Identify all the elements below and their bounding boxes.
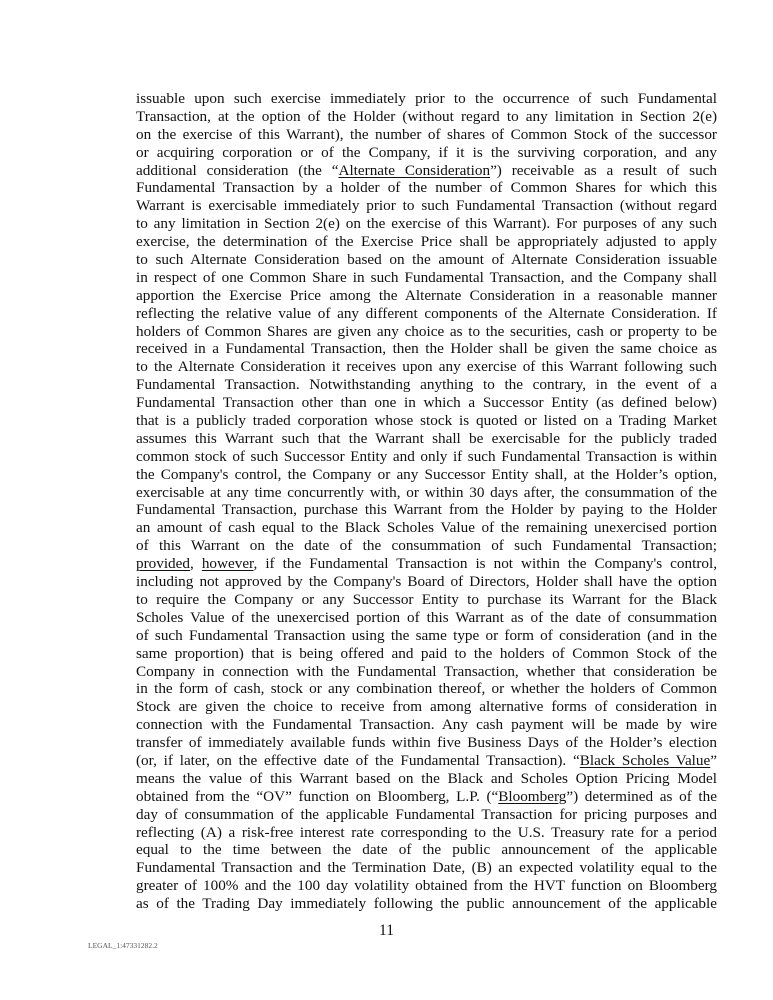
text-line: [136, 144, 717, 162]
text-run: reflecting (A) a risk-free interest rate corresponding to the U.S. Treasury rate for a period: [136, 823, 717, 841]
text-run: to the Alternate Consideration it receives upon any exercise of this Warrant following such: [136, 358, 717, 376]
text-run: transfer of immediately available funds within five Business Days of the Holder’s election: [136, 734, 717, 752]
text-line: [136, 179, 717, 197]
text-run: in the form of cash, stock or any combination thereof, or whether the holders of Common: [136, 680, 717, 698]
text-run: issuable upon such exercise immediately prior to the occurrence of such Fundamental: [136, 90, 717, 107]
text-line: [136, 466, 717, 484]
text-line: [136, 663, 717, 681]
text-line: [136, 627, 717, 645]
text-run: in respect of one Common Share in such Fundamental Transaction, and the Company shall: [136, 268, 717, 286]
text-run: as of the Trading Day immediately following the public announcement of the applicable: [136, 895, 717, 913]
text-run: ”: [710, 751, 717, 769]
text-line: [136, 716, 717, 734]
text-run: ,: [190, 555, 202, 573]
text-run: common stock of such Successor Entity and only if such Fundamental Transaction is within: [136, 447, 717, 465]
text-run: of this Warrant on the date of the consummation of such Fundamental Transaction;: [136, 537, 717, 555]
text-line: [136, 824, 717, 842]
text-line: [136, 323, 717, 341]
text-line: [136, 501, 717, 519]
text-line: [136, 412, 717, 430]
text-line: [136, 734, 717, 752]
text-run: Transaction, at the option of the Holder (without regard to any limitation in Section 2(e): [136, 107, 717, 125]
text-run: Fundamental Transaction, purchase this Warrant from the Holder by paying to the Holder: [136, 501, 717, 519]
text-run: exercise, the determination of the Exercise Price shall be appropriately adjusted to apply: [136, 233, 717, 251]
text-run: reflecting the relative value of any different components of the Alternate Consideration. If: [136, 304, 717, 322]
text-line: [136, 645, 717, 663]
text-run: ”) determined as of the: [566, 787, 717, 805]
text-run: to any limitation in Section 2(e) on the exercise of this Warrant). For purposes of any such: [136, 215, 717, 233]
text-run: Warrant is exercisable immediately prior to such Fundamental Transaction (without regard: [136, 197, 717, 215]
text-run: Fundamental Transaction by a holder of the number of Common Shares for which this: [136, 179, 717, 197]
text-line: [136, 877, 717, 895]
text-run: that is a publicly traded corporation whose stock is quoted or listed on a Trading Market: [136, 412, 717, 430]
page-number: 11: [379, 922, 394, 939]
text-line: [136, 519, 717, 537]
text-run: on the exercise of this Warrant), the number of shares of Common Stock of the successor: [136, 125, 717, 143]
text-line: [136, 215, 717, 233]
text-line: [136, 484, 717, 502]
defined-term: provided: [136, 555, 190, 573]
text-line: [136, 841, 717, 859]
text-line: [136, 162, 717, 180]
text-run: obtained from the “OV” function on Bloomberg, L.P. (“: [136, 787, 499, 805]
text-line: [136, 233, 717, 251]
text-run: Fundamental Transaction and the Termination Date, (B) an expected volatility equal to the: [136, 859, 717, 877]
text-run: holders of Common Shares are given any choice as to the securities, cash or property to be: [136, 322, 717, 340]
defined-term: Alternate Consideration: [338, 161, 491, 179]
text-run: received in a Fundamental Transaction, then the Holder shall be given the same choice as: [136, 340, 717, 358]
text-line: [136, 126, 717, 144]
text-line: [136, 108, 717, 126]
text-line: [136, 269, 717, 287]
text-run: to such Alternate Consideration based on the amount of Alternate Consideration issuable: [136, 251, 717, 269]
text-run: same proportion) that is being offered and paid to the holders of Common Stock of the: [136, 644, 717, 662]
text-run: Stock are given the choice to receive from among alternative forms of consideration in: [136, 698, 717, 716]
defined-term: Black Scholes Value: [579, 751, 711, 769]
text-line: [136, 806, 717, 824]
text-run: Fundamental Transaction. Notwithstanding anything to the contrary, in the event of a: [136, 376, 717, 394]
text-run: assumes this Warrant such that the Warrant shall be exercisable for the publicly traded: [136, 429, 717, 447]
text-line: [136, 698, 717, 716]
body-paragraph: [136, 90, 717, 913]
text-line: [136, 609, 717, 627]
text-line: [136, 788, 717, 806]
text-line: [136, 448, 717, 466]
text-run: equal to the time between the date of the public announcement of the applicable: [136, 841, 717, 859]
text-run: Fundamental Transaction other than one in which a Successor Entity (as defined below): [136, 394, 717, 412]
text-run: Scholes Value of the unexercised portion of this Warrant as of the date of consummation: [136, 608, 717, 626]
text-line: [136, 591, 717, 609]
text-run: additional consideration (the “: [136, 161, 339, 179]
text-run: ”) receivable as a result of such: [490, 161, 718, 179]
text-line: [136, 305, 717, 323]
text-line: [136, 287, 717, 305]
text-run: including not approved by the Company's Board of Directors, Holder shall have the option: [136, 573, 717, 591]
text-run: an amount of cash equal to the Black Scholes Value of the remaining unexercised portion: [136, 519, 717, 537]
text-line: [136, 394, 717, 412]
text-run: , if the Fundamental Transaction is not within the Company's control,: [253, 555, 718, 573]
text-line: [136, 358, 717, 376]
text-run: of such Fundamental Transaction using the same type or form of consideration (and in the: [136, 626, 717, 644]
text-line: [136, 430, 717, 448]
text-line: [136, 680, 717, 698]
text-line: [136, 340, 717, 358]
text-line: [136, 90, 717, 108]
text-run: to require the Company or any Successor Entity to purchase its Warrant for the Black: [136, 590, 717, 608]
text-line: [136, 573, 717, 591]
text-run: the Company's control, the Company or any Successor Entity shall, at the Holder’s option,: [136, 465, 717, 483]
document-id: LEGAL_1:47331282.2: [88, 941, 158, 950]
text-line: [136, 895, 717, 913]
text-run: exercisable at any time concurrently with, or within 30 days after, the consummation of the: [136, 483, 717, 501]
defined-term: Bloomberg: [498, 787, 567, 805]
text-line: [136, 251, 717, 269]
text-line: [136, 859, 717, 877]
text-run: or acquiring corporation or of the Company, if it is the surviving corporation, and any: [136, 143, 717, 161]
text-line: [136, 376, 717, 394]
defined-term: however: [201, 555, 254, 573]
text-line: [136, 197, 717, 215]
text-run: apportion the Exercise Price among the Alternate Consideration in a reasonable manner: [136, 286, 717, 304]
text-line: [136, 752, 717, 770]
text-run: Company in connection with the Fundamental Transaction, whether that consideration be: [136, 662, 717, 680]
text-run: greater of 100% and the 100 day volatility obtained from the HVT function on Bloomberg: [136, 877, 717, 895]
text-run: (or, if later, on the effective date of the Fundamental Transaction). “: [136, 751, 580, 769]
text-run: means the value of this Warrant based on the Black and Scholes Option Pricing Model: [136, 769, 717, 787]
text-line: [136, 555, 717, 573]
text-run: connection with the Fundamental Transaction. Any cash payment will be made by wire: [136, 716, 717, 734]
text-run: day of consummation of the applicable Fundamental Transaction for pricing purposes and: [136, 805, 717, 823]
text-line: [136, 770, 717, 788]
text-line: [136, 537, 717, 555]
